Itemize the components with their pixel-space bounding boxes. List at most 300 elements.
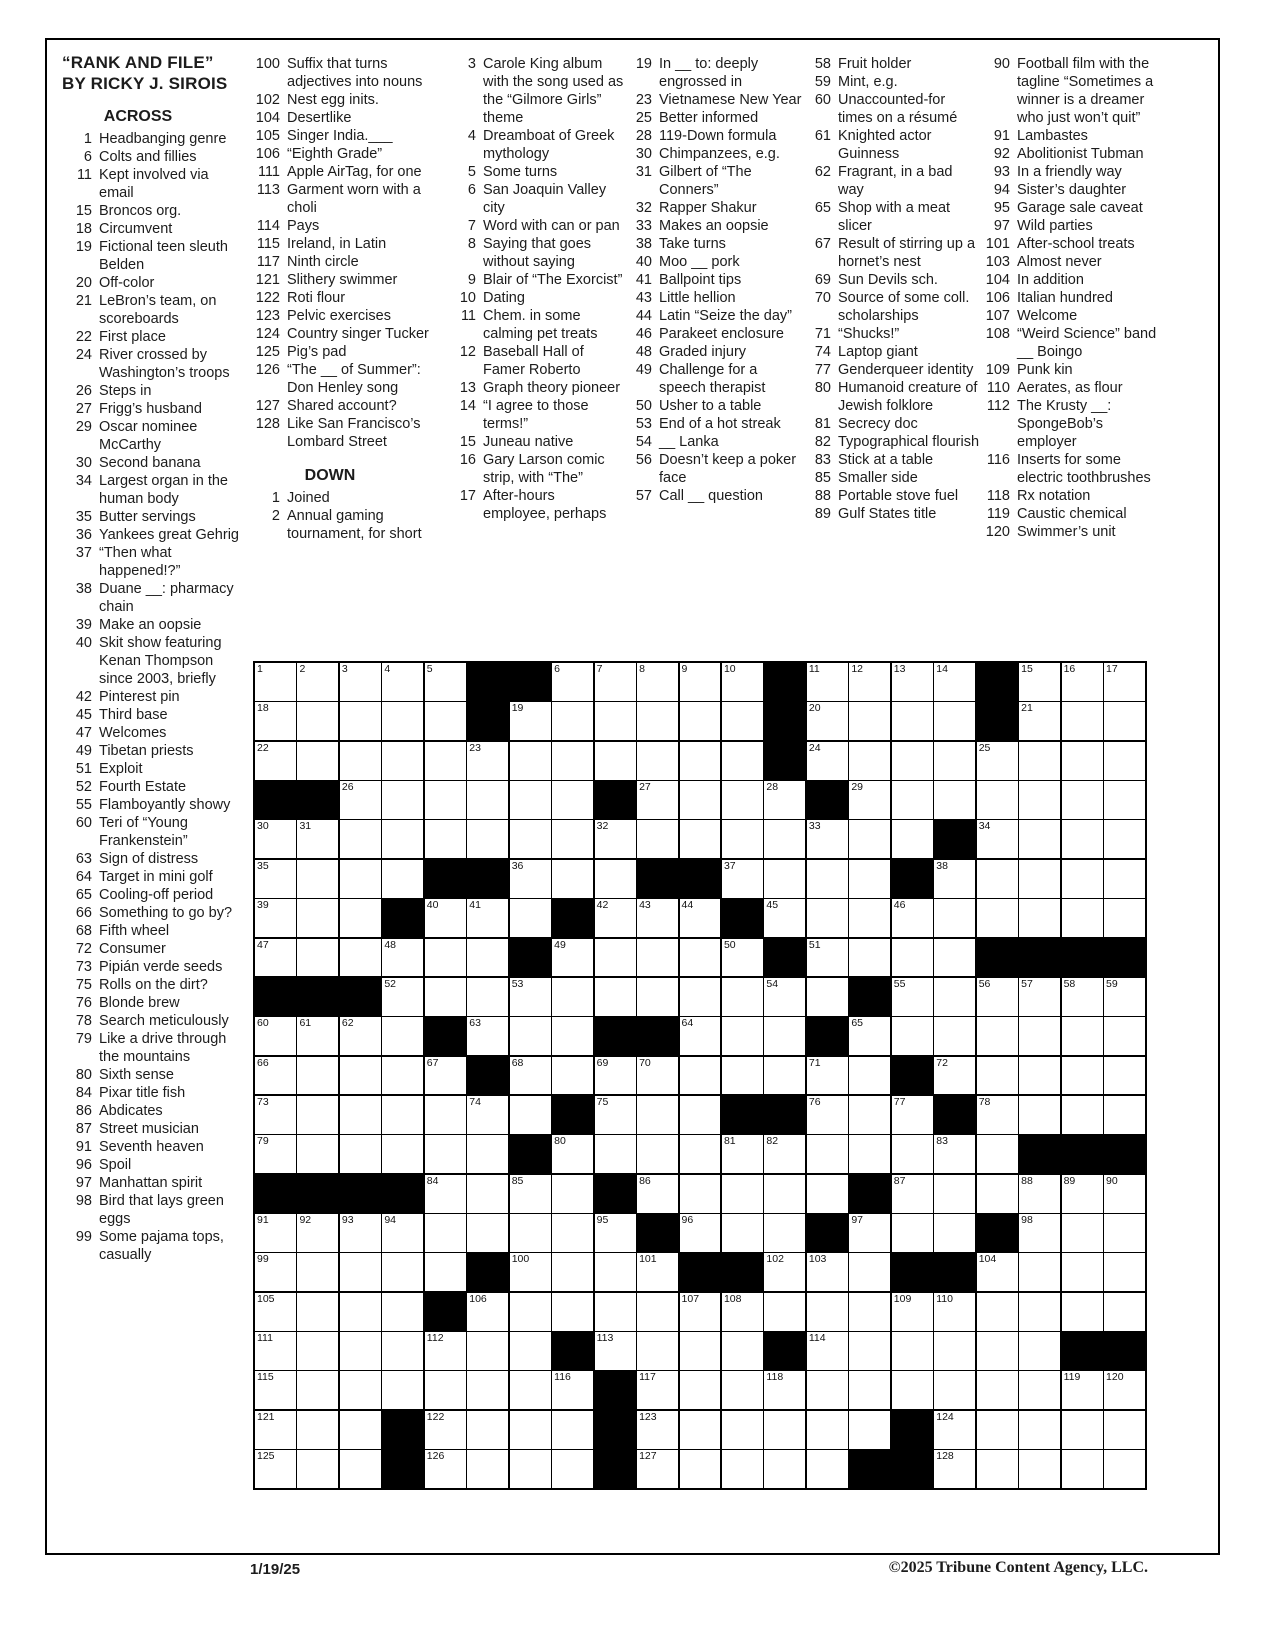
grid-cell bbox=[764, 860, 805, 898]
cell-number: 95 bbox=[596, 1214, 609, 1226]
clue-text: Pixar title fish bbox=[99, 1085, 186, 1101]
cell-number: 7 bbox=[596, 663, 603, 675]
grid-cell bbox=[467, 781, 508, 819]
clue-text: Fictional teen sleuth Belden bbox=[99, 239, 228, 273]
clue-number: 74 bbox=[814, 344, 831, 360]
clue-number: 21 bbox=[75, 293, 92, 309]
clue-number: 36 bbox=[75, 527, 92, 543]
grid-cell bbox=[764, 1293, 805, 1331]
grid-cell bbox=[1062, 1450, 1103, 1488]
cell-number: 72 bbox=[936, 1056, 948, 1069]
grid-cell bbox=[340, 1214, 381, 1252]
grid-cell bbox=[297, 1017, 338, 1055]
clue-number: 41 bbox=[635, 272, 652, 288]
grid-cell bbox=[680, 663, 721, 701]
puzzle-title-line1: “RANK AND FILE” bbox=[62, 53, 214, 72]
grid-cell bbox=[680, 1057, 721, 1095]
clue-down-60 bbox=[801, 91, 981, 127]
clue-across-1 bbox=[62, 130, 244, 148]
clue-number: 29 bbox=[75, 419, 92, 435]
grid-cell bbox=[934, 860, 975, 898]
grid-cell bbox=[934, 702, 975, 740]
clue-down-61 bbox=[801, 127, 981, 163]
cell-number: 62 bbox=[341, 1017, 354, 1030]
down-heading: DOWN bbox=[304, 467, 356, 484]
grid-cell-black bbox=[764, 702, 805, 740]
grid-cell bbox=[807, 978, 848, 1016]
clue-text: Colts and fillies bbox=[99, 149, 197, 165]
grid-cell-black bbox=[892, 1057, 933, 1095]
clue-text: End of a hot streak bbox=[659, 416, 781, 432]
clue-number: 61 bbox=[814, 128, 831, 144]
clue-text: In a friendly way bbox=[1017, 164, 1122, 180]
cell-number: 17 bbox=[1106, 663, 1118, 675]
grid-cell bbox=[637, 1175, 678, 1213]
clue-text: Pinterest pin bbox=[99, 689, 180, 705]
grid-cell bbox=[1019, 820, 1060, 858]
clue-text: __ Lanka bbox=[659, 434, 719, 450]
clue-across-15 bbox=[62, 202, 244, 220]
clue-number: 69 bbox=[814, 272, 831, 288]
grid-cell bbox=[680, 781, 721, 819]
grid-cell bbox=[977, 1293, 1018, 1331]
grid-cell bbox=[807, 860, 848, 898]
grid-cell bbox=[977, 978, 1018, 1016]
clue-text: Dating bbox=[483, 290, 525, 306]
clue-text: Some pajama tops, casually bbox=[99, 1229, 224, 1263]
clue-across-55 bbox=[62, 796, 244, 814]
grid-cell bbox=[1062, 1096, 1103, 1134]
grid-cell bbox=[807, 702, 848, 740]
grid-cell bbox=[552, 1017, 593, 1055]
clue-down-17 bbox=[446, 487, 624, 523]
grid-cell-black bbox=[1104, 1135, 1145, 1173]
grid-cell bbox=[1062, 781, 1103, 819]
cell-number: 71 bbox=[808, 1056, 821, 1069]
cell-number: 105 bbox=[257, 1292, 275, 1305]
grid-cell bbox=[425, 820, 466, 858]
grid-cell bbox=[892, 1096, 933, 1134]
clue-number: 11 bbox=[460, 308, 476, 324]
grid-cell bbox=[722, 1057, 763, 1095]
grid-cell-black bbox=[467, 663, 508, 701]
clue-text: Carole King album with the song used as the “Gilmore Girls” theme bbox=[483, 56, 624, 126]
clue-down-50 bbox=[622, 397, 802, 415]
grid-cell bbox=[467, 899, 508, 937]
grid-cell-black bbox=[764, 1096, 805, 1134]
clue-across-115 bbox=[250, 235, 440, 253]
clue-down-70 bbox=[801, 289, 981, 325]
clue-across-63 bbox=[62, 850, 244, 868]
cell-number: 14 bbox=[936, 663, 948, 675]
grid-cell bbox=[934, 1332, 975, 1370]
cell-number: 64 bbox=[681, 1017, 694, 1030]
grid-cell bbox=[255, 1293, 296, 1331]
grid-cell bbox=[552, 1253, 593, 1291]
cell-number: 83 bbox=[936, 1135, 948, 1148]
clue-down-48 bbox=[622, 343, 802, 361]
grid-cell bbox=[977, 1371, 1018, 1409]
cell-number: 102 bbox=[766, 1253, 784, 1266]
clue-down-15 bbox=[446, 433, 624, 451]
clue-text: Source of some coll. scholarships bbox=[838, 290, 970, 324]
grid-cell bbox=[807, 1096, 848, 1134]
grid-cell bbox=[1062, 1253, 1103, 1291]
clue-number: 51 bbox=[75, 761, 92, 777]
clue-across-124 bbox=[250, 325, 440, 343]
clue-text: Punk kin bbox=[1017, 362, 1073, 378]
clue-text: Knighted actor Guinness bbox=[838, 128, 932, 162]
grid-cell bbox=[552, 1175, 593, 1213]
grid-cell bbox=[425, 899, 466, 937]
clue-across-34 bbox=[62, 472, 244, 508]
grid-cell bbox=[552, 1293, 593, 1331]
clue-text: Frigg’s husband bbox=[99, 401, 202, 417]
cell-number: 66 bbox=[257, 1056, 269, 1069]
grid-cell bbox=[680, 899, 721, 937]
grid-cell bbox=[510, 1214, 551, 1252]
grid-cell bbox=[722, 1135, 763, 1173]
clue-number: 4 bbox=[467, 128, 476, 144]
clue-across-86 bbox=[62, 1102, 244, 1120]
clue-number: 24 bbox=[75, 347, 92, 363]
clue-number: 26 bbox=[75, 383, 92, 399]
grid-cell bbox=[552, 1450, 593, 1488]
cell-number: 43 bbox=[639, 899, 651, 912]
cell-number: 110 bbox=[936, 1292, 953, 1305]
clue-text: Sixth sense bbox=[99, 1067, 174, 1083]
clue-across-22 bbox=[62, 328, 244, 346]
grid-cell-black bbox=[382, 899, 423, 937]
clue-text: After-hours employee, perhaps bbox=[483, 488, 607, 522]
clue-number: 15 bbox=[459, 434, 476, 450]
clue-number: 39 bbox=[75, 617, 92, 633]
grid-cell bbox=[680, 1450, 721, 1488]
grid-cell bbox=[552, 1057, 593, 1095]
clue-down-88 bbox=[801, 487, 981, 505]
clue-number: 1 bbox=[271, 490, 280, 506]
grid-cell bbox=[510, 742, 551, 780]
clue-text: Chimpanzees, e.g. bbox=[659, 146, 780, 162]
grid-cell bbox=[722, 1450, 763, 1488]
clue-number: 98 bbox=[75, 1193, 92, 1209]
clue-text: Inserts for some electric toothbrushes bbox=[1017, 452, 1151, 486]
cell-number: 86 bbox=[639, 1174, 651, 1187]
grid-cell-black bbox=[977, 702, 1018, 740]
cell-number: 42 bbox=[596, 899, 609, 912]
clue-text: Something to go by? bbox=[99, 905, 233, 921]
grid-cell bbox=[934, 1175, 975, 1213]
grid-cell bbox=[595, 1293, 636, 1331]
clue-number: 71 bbox=[814, 326, 831, 342]
cell-number: 121 bbox=[257, 1410, 275, 1423]
grid-cell bbox=[1019, 742, 1060, 780]
clue-number: 23 bbox=[635, 92, 652, 108]
grid-cell-black bbox=[255, 781, 296, 819]
clue-down-33 bbox=[622, 217, 802, 235]
grid-cell bbox=[297, 860, 338, 898]
grid-cell bbox=[807, 1450, 848, 1488]
clue-number: 79 bbox=[75, 1031, 92, 1047]
clue-number: 122 bbox=[255, 290, 280, 306]
clue-text: Fourth Estate bbox=[99, 779, 187, 795]
grid-cell bbox=[849, 1096, 890, 1134]
down-clues-part1 bbox=[250, 489, 440, 543]
clue-number: 9 bbox=[467, 272, 476, 288]
clue-number: 78 bbox=[75, 1013, 92, 1029]
grid-cell bbox=[934, 1214, 975, 1252]
clue-across-51 bbox=[62, 760, 244, 778]
clue-across-45 bbox=[62, 706, 244, 724]
clue-number: 97 bbox=[993, 218, 1010, 234]
grid-cell bbox=[977, 742, 1018, 780]
clue-across-75 bbox=[62, 976, 244, 994]
cell-number: 45 bbox=[766, 899, 779, 912]
grid-cell bbox=[977, 1135, 1018, 1173]
clue-across-78 bbox=[62, 1012, 244, 1030]
grid-cell bbox=[680, 1175, 721, 1213]
grid-cell bbox=[340, 663, 381, 701]
clue-down-108 bbox=[980, 325, 1162, 361]
clue-text: “The __ of Summer”: Don Henley song bbox=[287, 362, 421, 396]
clue-number: 121 bbox=[255, 272, 280, 288]
cell-number: 56 bbox=[978, 977, 991, 990]
grid-cell bbox=[552, 820, 593, 858]
grid-cell bbox=[255, 939, 296, 977]
grid-cell bbox=[255, 899, 296, 937]
grid-cell-black bbox=[382, 1175, 423, 1213]
clue-text: Broncos org. bbox=[99, 203, 182, 219]
cell-number: 127 bbox=[639, 1450, 657, 1463]
grid-cell bbox=[637, 1096, 678, 1134]
grid-cell bbox=[1019, 702, 1060, 740]
grid-cell bbox=[297, 1135, 338, 1173]
clue-number: 47 bbox=[75, 725, 92, 741]
clue-across-121 bbox=[250, 271, 440, 289]
grid-cell bbox=[1019, 1214, 1060, 1252]
grid-cell bbox=[934, 1411, 975, 1449]
clue-number: 45 bbox=[75, 707, 92, 723]
grid-cell bbox=[1062, 899, 1103, 937]
grid-cell bbox=[680, 1214, 721, 1252]
grid-cell bbox=[892, 978, 933, 1016]
clue-text: Moo __ pork bbox=[659, 254, 740, 270]
clue-number: 38 bbox=[635, 236, 652, 252]
clue-across-37 bbox=[62, 544, 244, 580]
cell-number: 55 bbox=[893, 977, 906, 990]
clue-text: Word with can or pan bbox=[483, 218, 620, 234]
grid-cell bbox=[552, 1371, 593, 1409]
grid-cell bbox=[510, 781, 551, 819]
clue-text: Sun Devils sch. bbox=[838, 272, 938, 288]
grid-cell bbox=[1104, 899, 1145, 937]
grid-cell bbox=[849, 1371, 890, 1409]
grid-cell bbox=[297, 1214, 338, 1252]
cell-number: 119 bbox=[1063, 1371, 1081, 1384]
grid-cell bbox=[297, 1371, 338, 1409]
grid-cell bbox=[1062, 742, 1103, 780]
grid-cell bbox=[1104, 978, 1145, 1016]
clue-number: 25 bbox=[635, 110, 652, 126]
grid-cell bbox=[1019, 1332, 1060, 1370]
clue-text: Manhattan spirit bbox=[99, 1175, 203, 1191]
clue-number: 94 bbox=[993, 182, 1010, 198]
grid-cell bbox=[297, 1450, 338, 1488]
grid-cell bbox=[595, 1253, 636, 1291]
grid-cell bbox=[764, 1057, 805, 1095]
clue-number: 6 bbox=[467, 182, 476, 198]
grid-cell bbox=[510, 1017, 551, 1055]
clue-across-111 bbox=[250, 163, 440, 181]
cell-number: 92 bbox=[299, 1214, 312, 1226]
clue-across-11 bbox=[62, 166, 244, 202]
clue-down-106 bbox=[980, 289, 1162, 307]
clue-text: Like San Francisco’s Lombard Street bbox=[287, 416, 421, 450]
clue-across-99 bbox=[62, 1228, 244, 1264]
cell-number: 41 bbox=[469, 899, 481, 912]
grid-cell bbox=[680, 1411, 721, 1449]
grid-cell bbox=[637, 1332, 678, 1370]
grid-cell-black bbox=[255, 978, 296, 1016]
clue-text: Rapper Shakur bbox=[659, 200, 757, 216]
clue-across-38 bbox=[62, 580, 244, 616]
clue-number: 30 bbox=[635, 146, 652, 162]
clue-text: Call __ question bbox=[659, 488, 763, 504]
clue-number: 53 bbox=[635, 416, 652, 432]
cell-number: 10 bbox=[723, 663, 736, 675]
clue-text: Fragrant, in a bad way bbox=[838, 164, 953, 198]
grid-cell bbox=[510, 1332, 551, 1370]
clue-text: Pig’s pad bbox=[287, 344, 347, 360]
clue-number: 19 bbox=[75, 239, 92, 255]
clue-down-83 bbox=[801, 451, 981, 469]
clue-number: 103 bbox=[985, 254, 1010, 270]
clue-across-60 bbox=[62, 814, 244, 850]
grid-cell bbox=[340, 781, 381, 819]
cell-number: 32 bbox=[596, 820, 609, 833]
cell-number: 47 bbox=[257, 938, 269, 951]
clue-down-97 bbox=[980, 217, 1162, 235]
clue-number: 128 bbox=[255, 416, 280, 432]
grid-cell bbox=[1019, 663, 1060, 701]
cell-number: 39 bbox=[257, 899, 269, 912]
clue-text: Secrecy doc bbox=[838, 416, 918, 432]
grid-cell bbox=[764, 1214, 805, 1252]
grid-cell bbox=[892, 1175, 933, 1213]
grid-cell bbox=[892, 1135, 933, 1173]
clue-across-6 bbox=[62, 148, 244, 166]
clue-text: Take turns bbox=[659, 236, 726, 252]
grid-cell bbox=[637, 939, 678, 977]
clue-down-46 bbox=[622, 325, 802, 343]
clue-down-1 bbox=[250, 489, 440, 507]
clue-text: Target in mini golf bbox=[99, 869, 213, 885]
grid-cell bbox=[1104, 1175, 1145, 1213]
grid-cell bbox=[722, 663, 763, 701]
grid-cell bbox=[1062, 702, 1103, 740]
grid-cell bbox=[425, 1096, 466, 1134]
grid-cell bbox=[1019, 1057, 1060, 1095]
clue-across-35 bbox=[62, 508, 244, 526]
grid-cell bbox=[255, 1332, 296, 1370]
grid-cell bbox=[297, 1293, 338, 1331]
clue-across-29 bbox=[62, 418, 244, 454]
grid-cell-black bbox=[425, 1017, 466, 1055]
grid-cell-black bbox=[934, 1096, 975, 1134]
grid-cell bbox=[1104, 1450, 1145, 1488]
cell-number: 22 bbox=[257, 741, 269, 754]
grid-cell bbox=[297, 663, 338, 701]
grid-cell bbox=[1104, 742, 1145, 780]
clue-number: 104 bbox=[985, 272, 1010, 288]
clue-number: 60 bbox=[814, 92, 831, 108]
clue-text: Bird that lays green eggs bbox=[99, 1193, 224, 1227]
clue-down-109 bbox=[980, 361, 1162, 379]
clue-text: Fifth wheel bbox=[99, 923, 170, 939]
grid-cell bbox=[977, 1411, 1018, 1449]
clue-text: Apple AirTag, for one bbox=[287, 164, 422, 180]
grid-cell bbox=[340, 820, 381, 858]
grid-cell bbox=[1062, 1293, 1103, 1331]
clue-number: 77 bbox=[814, 362, 831, 378]
clue-number: 106 bbox=[985, 290, 1010, 306]
grid-cell-black bbox=[934, 820, 975, 858]
grid-cell bbox=[255, 1214, 296, 1252]
grid-cell-black bbox=[595, 1175, 636, 1213]
clue-across-26 bbox=[62, 382, 244, 400]
clue-number: 106 bbox=[255, 146, 280, 162]
grid-cell bbox=[807, 1371, 848, 1409]
clue-text: Exploit bbox=[99, 761, 143, 777]
grid-cell bbox=[892, 781, 933, 819]
grid-cell bbox=[849, 939, 890, 977]
clue-text: Graph theory pioneer bbox=[483, 380, 621, 396]
grid-cell bbox=[934, 1371, 975, 1409]
clue-number: 87 bbox=[75, 1121, 92, 1137]
clue-across-49 bbox=[62, 742, 244, 760]
clue-across-96 bbox=[62, 1156, 244, 1174]
clue-text: Roti flour bbox=[287, 290, 346, 306]
grid-cell bbox=[722, 939, 763, 977]
grid-cell bbox=[552, 860, 593, 898]
grid-cell bbox=[892, 1293, 933, 1331]
clue-number: 31 bbox=[635, 164, 652, 180]
grid-cell bbox=[382, 1332, 423, 1370]
grid-cell bbox=[764, 1017, 805, 1055]
cell-number: 21 bbox=[1021, 702, 1033, 715]
clue-text: Vietnamese New Year bbox=[659, 92, 802, 108]
cell-number: 40 bbox=[426, 899, 439, 912]
grid-cell bbox=[1019, 860, 1060, 898]
grid-cell bbox=[255, 1135, 296, 1173]
clue-text: Gulf States title bbox=[838, 506, 937, 522]
grid-cell bbox=[1104, 663, 1145, 701]
clue-across-40 bbox=[62, 634, 244, 688]
grid-cell-black bbox=[892, 1253, 933, 1291]
grid-cell-black bbox=[552, 899, 593, 937]
clue-down-112 bbox=[980, 397, 1162, 451]
clue-down-40 bbox=[622, 253, 802, 271]
clue-number: 5 bbox=[467, 164, 476, 180]
grid-cell bbox=[1062, 663, 1103, 701]
grid-cell-black bbox=[595, 1371, 636, 1409]
grid-cell bbox=[934, 978, 975, 1016]
clue-down-94 bbox=[980, 181, 1162, 199]
clue-text: In __ to: deeply engrossed in bbox=[659, 56, 759, 90]
grid-cell bbox=[340, 1135, 381, 1173]
grid-cell bbox=[467, 1214, 508, 1252]
grid-cell bbox=[977, 781, 1018, 819]
